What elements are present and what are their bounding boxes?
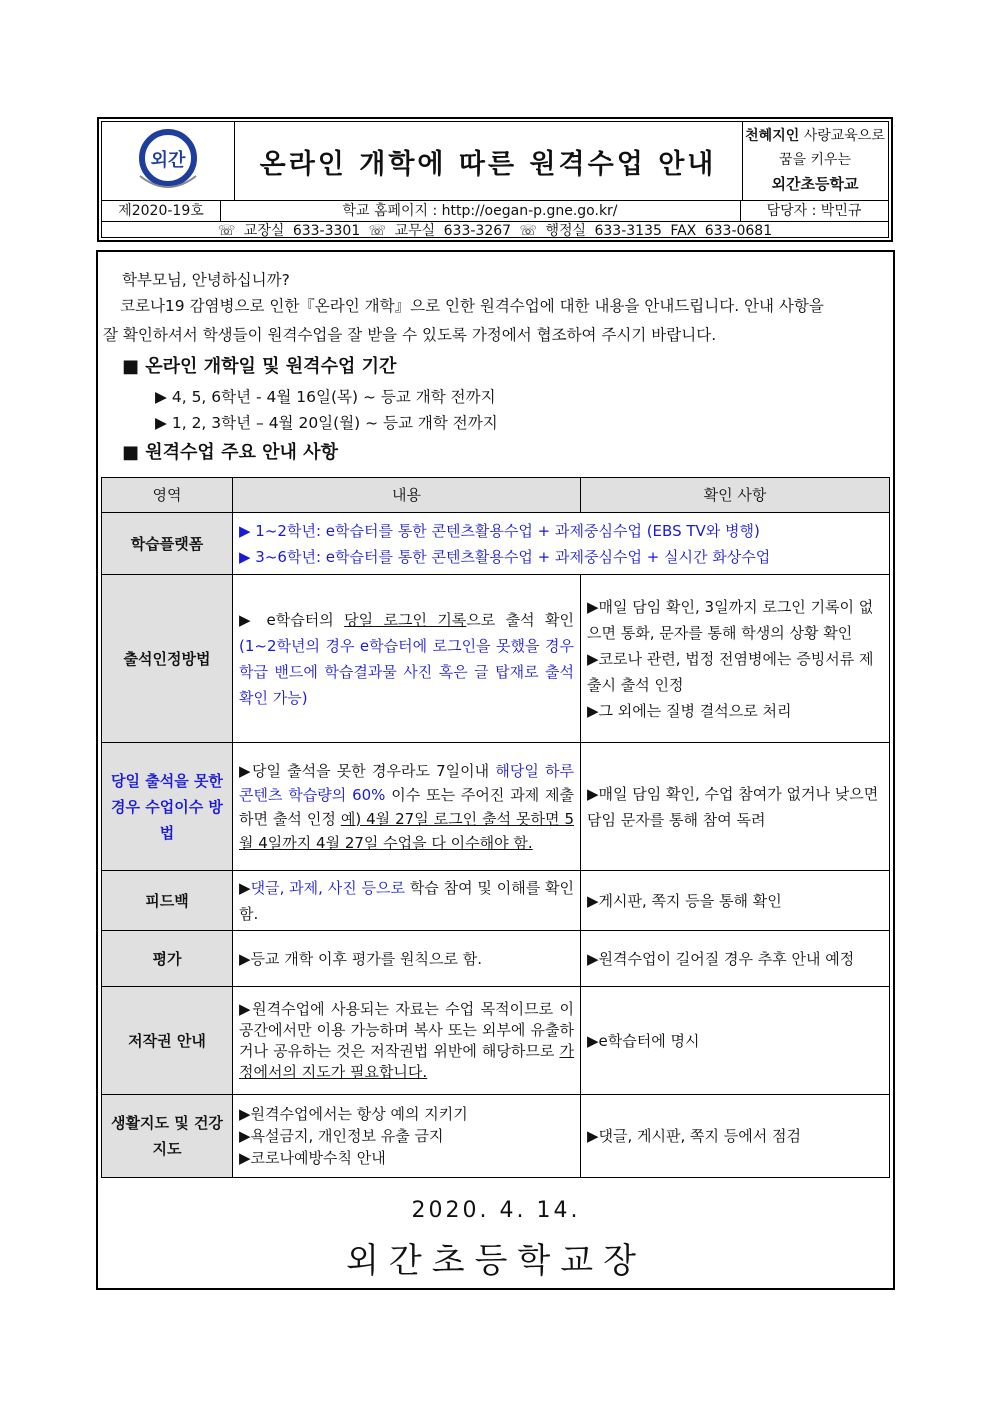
text: ▶ e학습터의 — [239, 610, 345, 629]
text: ▶ — [239, 878, 251, 897]
school-name: 외간초등학교 — [771, 175, 859, 193]
content-cell: ▶등교 개학 이후 평가를 원칙으로 함. — [233, 931, 581, 987]
content-cell — [233, 575, 581, 743]
content-cell — [233, 1095, 581, 1178]
text: 으로 출석 확인 — [466, 610, 575, 629]
document-title: 온라인 개학에 따른 원격수업 안내 — [234, 122, 743, 200]
underlined-text: 예) 4월 27일 로그인 출석 못하면 5월 4일까지 4월 27일 수업을 다 이수해야 함. — [239, 809, 574, 852]
content-line: ▶ 3~6학년: e학습터를 통한 콘텐츠활용수업 + 과제중심수업 + 실시간 화상수업 — [239, 547, 771, 566]
table-header-row — [102, 478, 890, 513]
column-header: 내용 — [233, 478, 581, 513]
column-header: 영역 — [102, 478, 233, 513]
check-cell: ▶댓글, 게시판, 쪽지 등에서 점검 — [581, 1095, 890, 1178]
table-row — [102, 513, 890, 575]
table-row — [102, 575, 890, 743]
content-cell — [233, 743, 581, 871]
area-cell: 평가 — [102, 931, 233, 987]
principal-signature: 외간초등학교장 — [346, 1241, 646, 1281]
section1-title: ■ 온라인 개학일 및 원격수업 기간 — [122, 356, 397, 377]
period-item: ▶ 4, 5, 6학년 - 4월 16일(목) ~ 등교 개학 전까지 — [155, 388, 496, 406]
contact-person: 담당자 : 박민규 — [766, 203, 862, 219]
area-cell: 학습플랫폼 — [102, 513, 233, 575]
school-slogan — [742, 122, 888, 202]
content-cell — [233, 871, 581, 931]
underlined-text: 당일 로그인 기록 — [344, 610, 467, 629]
slogan-line1: 사랑교육으로 — [799, 128, 885, 144]
area-cell: 피드백 — [102, 871, 233, 931]
table-row — [102, 871, 890, 931]
letterhead — [97, 117, 893, 242]
underlined-text: 가정에서의 지도가 필요합니다. — [239, 1041, 574, 1081]
check-cell: ▶게시판, 쪽지 등을 통해 확인 — [581, 871, 890, 931]
check-line: ▶코로나 관련, 법정 전염병에는 증빙서류 제출시 출석 인정 — [587, 649, 874, 694]
content-line: ▶욕설금지, 개인정보 유출 금지 — [239, 1127, 444, 1145]
text: 이수 또는 주어진 과제 제출하면 출석 인정 — [239, 785, 574, 828]
content-cell — [233, 513, 890, 575]
check-line: ▶그 외에는 질병 결석으로 처리 — [587, 701, 792, 720]
issue-date: 2020. 4. 14. — [411, 1198, 581, 1223]
slogan-bold: 천혜지인 — [745, 128, 800, 144]
period-item: ▶ 1, 2, 3학년 – 4월 20일(월) ~ 등교 개학 전까지 — [155, 414, 498, 432]
info-row — [102, 200, 888, 222]
check-cell: ▶원격수업이 길어질 경우 추후 안내 예정 — [581, 931, 890, 987]
school-logo — [102, 122, 235, 200]
school-emblem-icon — [128, 126, 208, 196]
area-cell: 저작권 안내 — [102, 987, 233, 1095]
check-cell: ▶매일 담임 확인, 수업 참여가 없거나 낮으면 담임 문자를 통해 참여 독려 — [581, 743, 890, 871]
intro-line2: 잘 확인하셔서 학생들이 원격수업을 잘 받을 수 있도록 가정에서 협조하여 주시기 바랍니다. — [103, 326, 717, 344]
blue-text: 해당일 하루 콘텐츠 학습량의 60% — [239, 761, 575, 804]
check-line: ▶매일 담임 확인, 3일까지 로그인 기록이 없으면 통화, 문자를 통해 학생의 상황 확인 — [587, 597, 874, 642]
area-cell: 출석인정방법 — [102, 575, 233, 743]
slogan-line2: 꿈을 키우는 — [778, 152, 852, 168]
greeting: 학부모님, 안녕하십니까? — [122, 271, 290, 289]
check-cell: ▶e학습터에 명시 — [581, 987, 890, 1095]
content-cell — [233, 987, 581, 1095]
blue-text: 댓글, 과제, 사진 등으로 — [250, 878, 405, 897]
text: 학습 참여 및 이해를 확인함. — [239, 878, 574, 923]
blue-text: (1~2학년의 경우 e학습터에 로그인을 못했을 경우 학급 밴드에 학습결과물 사진 혹은 글 탑재로 출석확인 가능) — [239, 636, 574, 707]
doc-number: 제2020-19호 — [102, 201, 221, 221]
area-cell: 당일 출석을 못한 경우 수업이수 방법 — [102, 743, 233, 871]
table-row — [102, 987, 890, 1095]
column-header: 확인 사항 — [581, 478, 890, 513]
content-line: ▶ 1~2학년: e학습터를 통한 콘텐츠활용수업 + 과제중심수업 (EBS TV와 병행) — [239, 521, 760, 540]
table-row — [102, 931, 890, 987]
area-cell: 생활지도 및 건강 지도 — [102, 1095, 233, 1178]
intro-line1: 코로나19 감염병으로 인한『온라인 개학』으로 인한 원격수업에 대한 내용을 안내드립니다. 안내 사항을 — [120, 297, 824, 315]
check-cell — [581, 575, 890, 743]
guidance-table — [101, 477, 890, 1178]
homepage-link[interactable]: 학교 홈페이지 : http://oegan-p.gne.go.kr/ — [220, 201, 741, 221]
table-row — [102, 1095, 890, 1178]
table-row — [102, 743, 890, 871]
text: ▶원격수업에 사용되는 자료는 수업 목적이므로 이 공간에서만 이용 가능하며 복사 또는 외부에 유출하거나 공유하는 것은 저작권법 위반에 해당하므로 — [239, 999, 574, 1060]
text: ▶당일 출석을 못한 경우라도 7일이내 — [239, 761, 496, 780]
svg-text:외간: 외간 — [150, 150, 186, 171]
section2-title: ■ 원격수업 주요 안내 사항 — [122, 442, 338, 463]
phone-numbers: ☏ 교장실 633-3301 ☏ 교무실 633-3267 ☏ 행정실 633-3135 FAX 633-0681 — [217, 223, 773, 239]
content-line: ▶원격수업에서는 항상 예의 지키기 — [239, 1105, 468, 1123]
content-line: ▶코로나예방수칙 안내 — [239, 1149, 386, 1167]
